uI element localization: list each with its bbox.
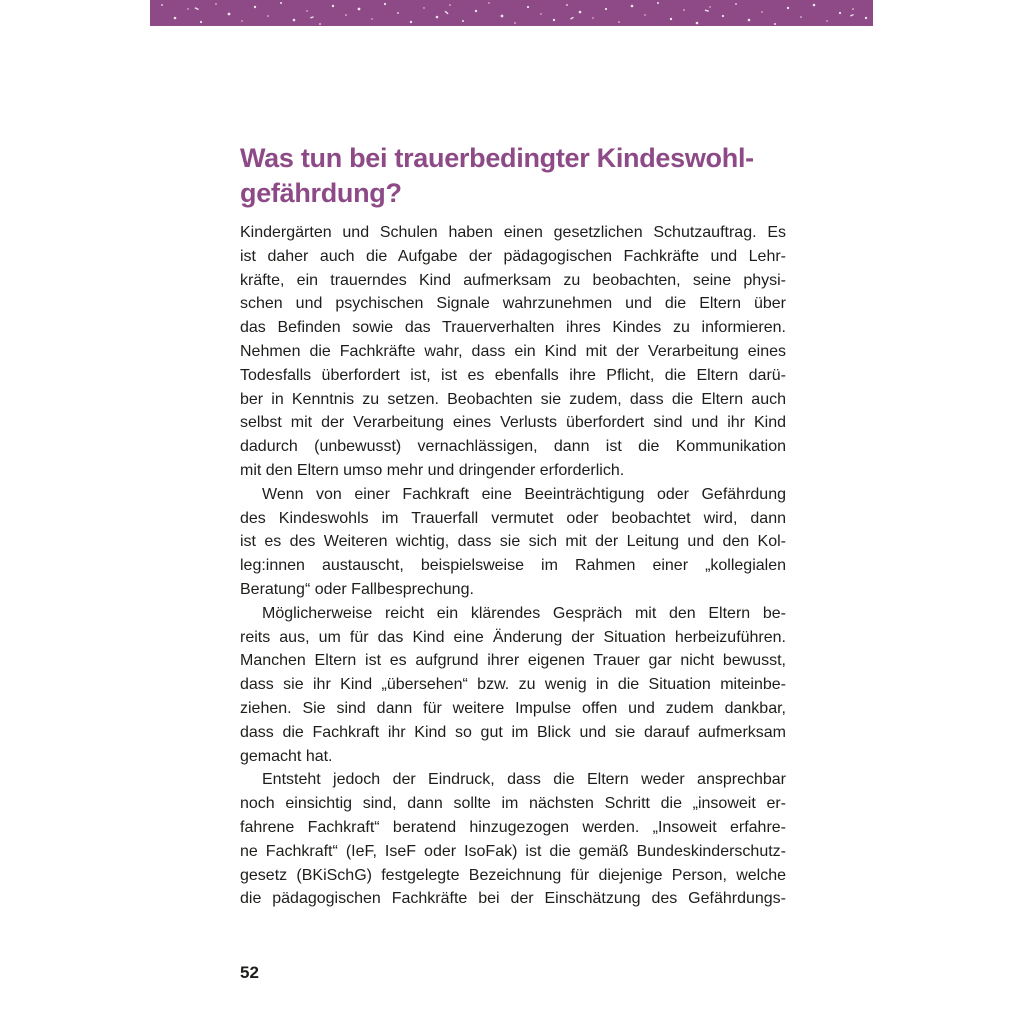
text-line: Möglicherweise reicht ein klärendes Gespräch mit den Eltern be-	[262, 604, 786, 622]
text-line: gesetz (BKiSchG) festgelegte Bezeichnung für diejenige Person, welche	[240, 866, 786, 884]
text-line: kräfte, ein trauerndes Kind aufmerksam zu beobachten, seine physi-	[240, 271, 786, 289]
text-line: leg:innen austauscht, beispielsweise im Rahmen einer „kollegialen	[240, 557, 786, 575]
heading-line: Was tun bei trauerbedingter Kindeswohl-	[240, 143, 754, 173]
text-line: reits aus, um für das Kind eine Änderung der Situation herbeizuführen.	[240, 628, 786, 646]
text-line: Nehmen die Fachkräfte wahr, dass ein Kind mit der Verarbeitung eines	[240, 342, 786, 360]
text-line: die pädagogischen Fachkräfte bei der Einschätzung des Gefährdungs-	[240, 890, 786, 908]
text-line: selbst mit der Verarbeitung eines Verlusts überfordert sind und ihr Kind	[240, 414, 786, 432]
text-line: des Kindeswohls im Trauerfall vermutet oder beobachtet wird, dann	[240, 509, 786, 527]
text-line: Beratung“ oder Fallbesprechung.	[240, 580, 474, 598]
text-line: dass sie ihr Kind „übersehen“ bzw. zu wenig in die Situation miteinbe-	[240, 676, 786, 694]
text-line: mit den Eltern umso mehr und dringender erforderlich.	[240, 461, 625, 479]
text-line: Manchen Eltern ist es aufgrund ihrer eigenen Trauer gar nicht bewusst,	[240, 652, 786, 670]
text-line: das Befinden sowie das Trauerverhalten ihres Kindes zu informieren.	[240, 319, 786, 337]
paragraph	[240, 483, 786, 602]
text-line: Kindergärten und Schulen haben einen gesetzlichen Schutzauftrag. Es	[240, 224, 786, 241]
speckle-texture	[150, 0, 873, 26]
page-number: 52	[240, 963, 259, 982]
text-line: dadurch (unbewusst) vernachlässigen, dann ist die Kommunikation	[240, 438, 786, 456]
body-text-column	[240, 221, 786, 911]
text-line: ist daher auch die Aufgabe der pädagogischen Fachkräfte und Lehr-	[240, 247, 786, 265]
text-line: gemacht hat.	[240, 747, 333, 765]
paragraph	[240, 221, 786, 483]
text-line: Todesfalls überfordert ist, ist es ebenfalls ihre Pflicht, die Eltern darü-	[240, 366, 786, 384]
heading-line: gefährdung?	[240, 178, 402, 208]
paragraph	[240, 768, 786, 911]
text-line: noch einsichtig sind, dann sollte im nächsten Schritt die „insoweit er-	[240, 795, 786, 813]
text-line: ne Fachkraft“ (IeF, IseF oder IsoFak) ist die gemäß Bundeskinderschutz-	[240, 842, 786, 860]
page-heading	[240, 141, 754, 211]
text-line: Wenn von einer Fachkraft eine Beeinträchtigung oder Gefährdung	[262, 485, 786, 503]
text-line: ber in Kenntnis zu setzen. Beobachten sie zudem, dass die Eltern auch	[240, 390, 786, 408]
decorative-header-band	[150, 0, 873, 26]
text-line: ziehen. Sie sind dann für weitere Impulse offen und zudem dankbar,	[240, 699, 786, 717]
text-line: schen und psychischen Signale wahrzunehmen und die Eltern über	[240, 295, 786, 313]
text-line: fahrene Fachkraft“ beratend hinzugezogen werden. „Insoweit erfahre-	[240, 818, 786, 836]
text-line: ist es des Weiteren wichtig, dass sie sich mit der Leitung und den Kol-	[240, 533, 786, 551]
text-line: Entsteht jedoch der Eindruck, dass die Eltern weder ansprechbar	[262, 771, 786, 789]
text-line: dass die Fachkraft ihr Kind so gut im Blick und sie darauf aufmerksam	[240, 723, 786, 741]
paragraph	[240, 602, 786, 769]
